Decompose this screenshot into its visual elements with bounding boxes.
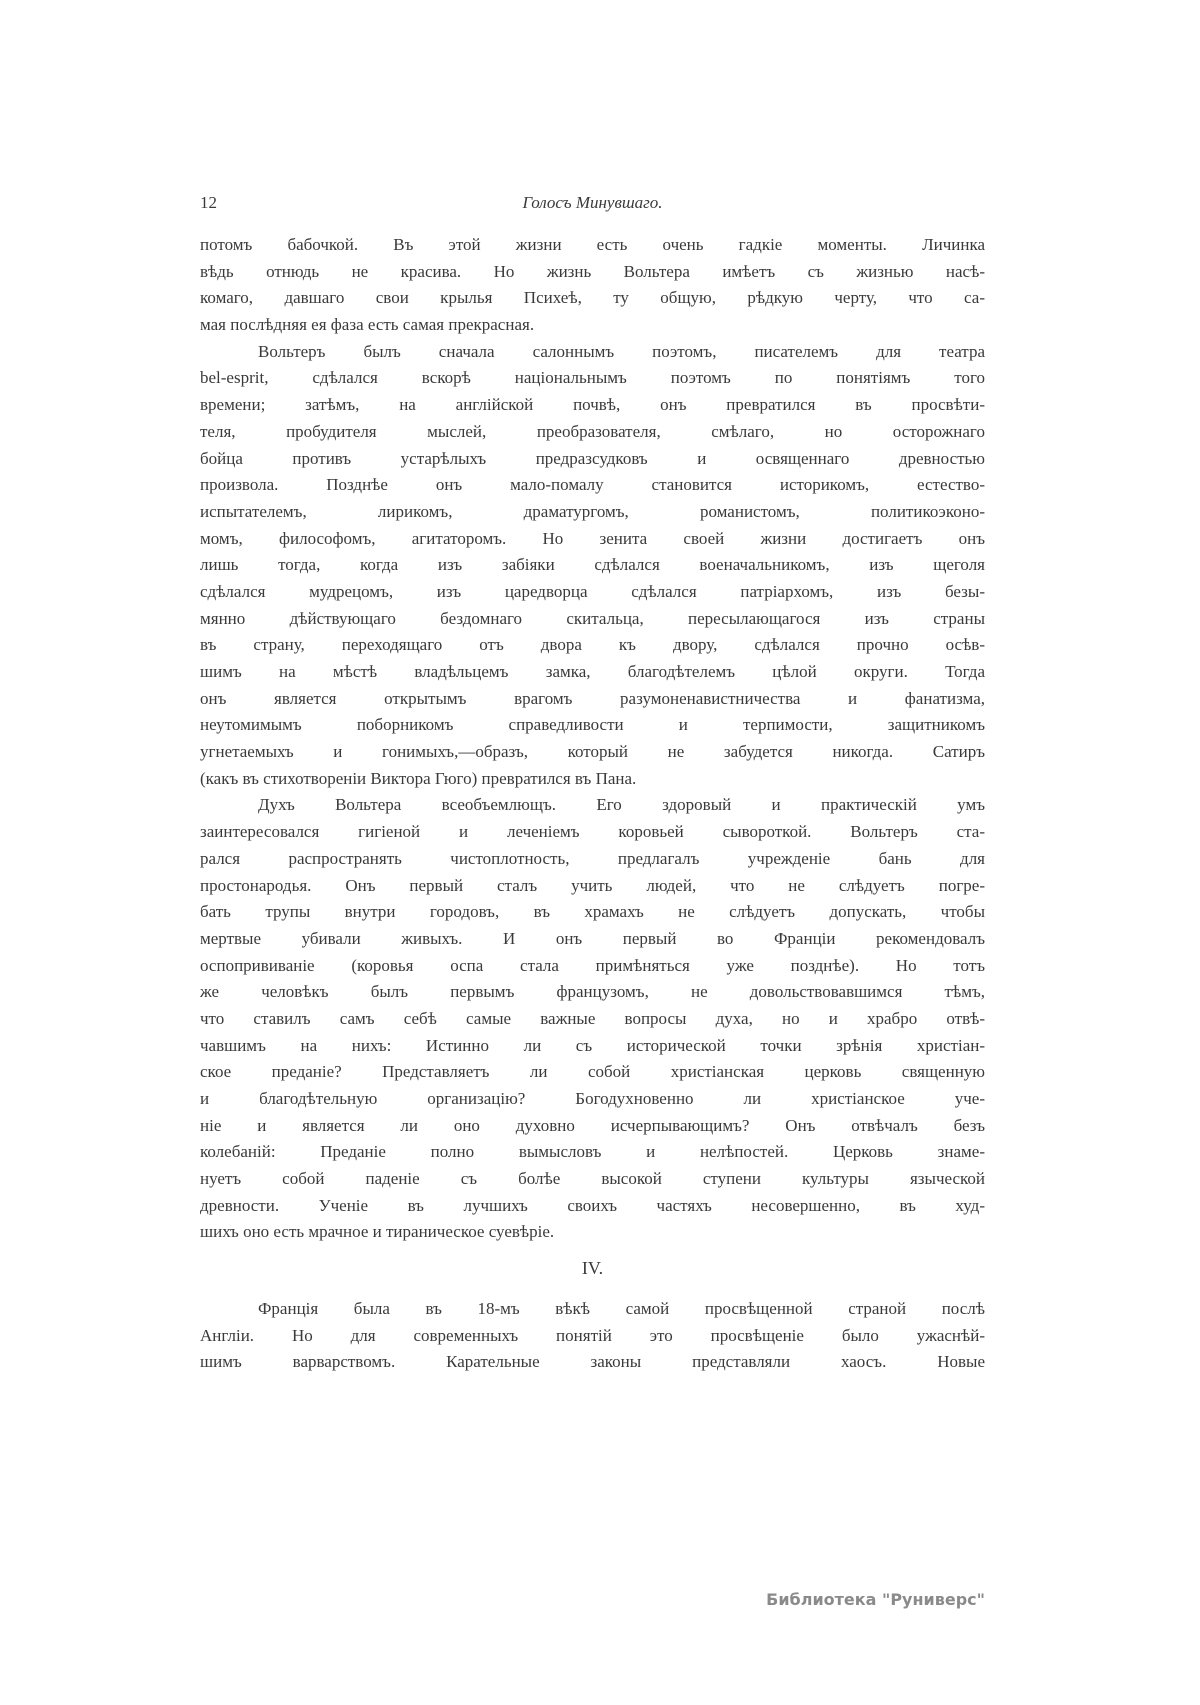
text-line: момъ, философомъ, агитаторомъ. Но зенита своей жизни достигаетъ онъ [200, 528, 985, 548]
text-line: комаго, давшаго свои крылья Психеѣ, ту общую, рѣдкую черту, что са- [200, 288, 985, 308]
section-heading: IV. [581, 1258, 604, 1278]
text-line: колебаній: Преданіе полно вымысловъ и нелѣпостей. Церковь знаме- [200, 1142, 985, 1162]
text-line: бать трупы внутри городовъ, въ храмахъ не слѣдуетъ допускать, чтобы [200, 902, 985, 922]
text-line: (какъ въ стихотвореніи Виктора Гюго) превратился въ Пана. [200, 768, 637, 788]
text-line: ніе и является ли оно духовно исчерпывающимъ? Онъ отвѣчалъ безъ [200, 1115, 985, 1135]
text-line: нуетъ собой паденіе съ болѣе высокой ступени культуры языческой [200, 1169, 985, 1189]
text-line: bel-esprit, сдѣлался вскорѣ національнымъ поэтомъ по понятіямъ того [200, 368, 985, 388]
text-line: шихъ оно есть мрачное и тираническое суевѣріе. [200, 1222, 555, 1242]
text-line: чавшимъ на нихъ: Истинно ли съ исторической точки зрѣнія христіан- [200, 1035, 985, 1055]
text-line: лишь тогда, когда изъ забіяки сдѣлался военачальникомъ, изъ щеголя [200, 555, 985, 575]
text-line: что ставилъ самъ себѣ самые важные вопросы духа, но и храбро отвѣ- [200, 1008, 985, 1028]
text-line: неутомимымъ поборникомъ справедливости и терпимости, защитникомъ [200, 715, 985, 735]
text-line: заинтересовался гигіеной и леченіемъ коровьей сывороткой. Вольтеръ ста- [200, 822, 985, 842]
text-line: и благодѣтельную организацію? Богодухновенно ли христіанское уче- [200, 1089, 985, 1108]
text-line: рался распространять чистоплотность, предлагалъ учрежденіе бань для [200, 848, 985, 868]
section-text [200, 1296, 985, 1376]
text-line: Духъ Вольтера всеобъемлющъ. Его здоровый и практическій умъ [258, 795, 985, 815]
text-line: теля, пробудителя мыслей, преобразователя, смѣлаго, но осторожнаго [200, 421, 985, 441]
text-line: ское преданіе? Представляетъ ли собой христіанская церковь священную [200, 1062, 985, 1082]
text-line: времени; затѣмъ, на англійской почвѣ, онъ превратился въ просвѣти- [200, 395, 985, 415]
text-line: оспопрививаніе (коровья оспа стала примѣняться уже позднѣе). Но тотъ [200, 955, 985, 975]
library-watermark: Библиотека "Руниверс" [766, 1590, 985, 1609]
text-line: мянно дѣйствующаго бездомнаго скитальца, пересылающагося изъ страны [200, 608, 985, 628]
text-line: потомъ бабочкой. Въ этой жизни есть очень гадкіе моменты. Личинка [200, 235, 985, 254]
page-number: 12 [200, 193, 217, 212]
running-header [200, 193, 985, 219]
text-line: Франція была въ 18-мъ вѣкѣ самой просвѣщенной страной послѣ [258, 1299, 985, 1318]
text-line: Вольтеръ былъ сначала салоннымъ поэтомъ, писателемъ для театра [258, 341, 985, 361]
text-line: въ страну, переходящаго отъ двора къ двору, сдѣлался прочно осѣв- [200, 635, 985, 655]
text-line: угнетаемыхъ и гонимыхъ,—образъ, который не забудется никогда. Сатиръ [200, 742, 985, 762]
text-line: древности. Ученіе въ лучшихъ своихъ частяхъ несовершенно, въ худ- [200, 1195, 985, 1215]
text-line: онъ является открытымъ врагомъ разумоненавистничества и фанатизма, [200, 688, 985, 708]
text-line: мая послѣдняя ея фаза есть самая прекрасная. [200, 315, 535, 335]
text-line: Англіи. Но для современныхъ понятій это просвѣщеніе было ужаснѣй- [200, 1325, 985, 1345]
text-line: произвола. Позднѣе онъ мало-помалу становится историкомъ, естество- [200, 475, 985, 495]
text-line: мертвые убивали живыхъ. И онъ первый во Франціи рекомендовалъ [200, 928, 985, 948]
running-title: Голосъ Минувшаго. [522, 193, 663, 212]
text-line: вѣдь отнюдь не красива. Но жизнь Вольтера имѣетъ съ жизнью насѣ- [200, 261, 985, 281]
text-line: сдѣлался мудрецомъ, изъ царедворца сдѣлался патріархомъ, изъ безы- [200, 581, 985, 601]
text-line: шимъ варварствомъ. Карательные законы представляли хаосъ. Новые [200, 1352, 985, 1372]
text-line: простонародья. Онъ первый сталъ учить людей, что не слѣдуетъ погре- [200, 875, 985, 895]
text-line: шимъ на мѣстѣ владѣльцемъ замка, благодѣтелемъ цѣлой округи. Тогда [200, 662, 985, 681]
text-line: бойца противъ устарѣлыхъ предразсудковъ и освященнаго древностью [200, 448, 985, 468]
text-line: же человѣкъ былъ первымъ французомъ, не довольствовавшимся тѣмъ, [200, 982, 985, 1002]
text-line: испытателемъ, лирикомъ, драматургомъ, романистомъ, политикоэконо- [200, 501, 985, 521]
body-text [200, 232, 985, 1246]
